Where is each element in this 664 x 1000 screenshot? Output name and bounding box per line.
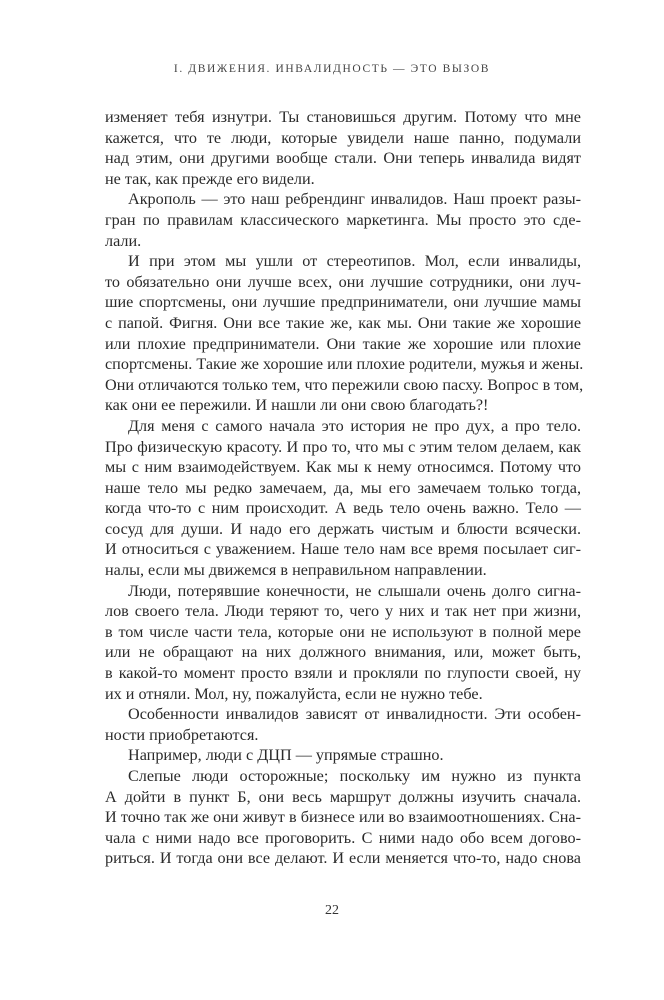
paragraph: [105, 189, 581, 251]
text-line: Особенности инвалидов зависят от инвалидности. Эти особен-: [128, 705, 581, 724]
text-line: кажется, что те люди, которые увидели наше панно, подумали: [105, 128, 581, 147]
text-line: или плохие предприниматели. Они такие же хорошие или плохие: [105, 334, 581, 353]
text-line: Они отличаются только тем, что пережили свою пасху. Вопрос в том,: [105, 375, 584, 394]
text-line: чала с ними надо все проговорить. С ними надо обо всем догово-: [105, 828, 581, 847]
text-line: спортсмены. Такие же хорошие или плохие родители, мужья и жены.: [105, 355, 584, 374]
text-line: Для меня с самого начала это история не про дух, а про тело.: [128, 416, 581, 435]
text-line: И точно так же они живут в бизнесе или во взаимоотношениях. Сна-: [105, 808, 581, 827]
text-line: то обязательно они лучше всех, они лучшие сотрудники, они луч-: [105, 272, 581, 291]
text-line: риться. И тогда они все делают. И если меняется что-то, надо снова: [105, 849, 581, 868]
text-line: лали.: [105, 231, 142, 250]
paragraph: [105, 766, 581, 869]
text-line: шие спортсмены, они лучшие предприниматели, они лучшие мамы: [105, 293, 581, 312]
text-line: И относиться с уважением. Наше тело нам все время посылает сиг-: [105, 540, 581, 559]
text-line: Люди, потерявшие конечности, не слышали очень долго сигна-: [128, 581, 581, 600]
paragraph: [105, 704, 581, 745]
text-line: Слепые люди осторожные; поскольку им нужно из пункта: [128, 767, 581, 785]
text-line: налы, если мы движемся в неправильном направлении.: [105, 561, 487, 580]
text-line: И при этом мы ушли от стереотипов. Мол, если инвалиды,: [128, 252, 581, 271]
paragraph: [105, 251, 584, 416]
text-line: их и отняли. Мол, ну, пожалуйста, если не нужно тебе.: [105, 684, 483, 703]
text-line: в какой-то момент просто взяли и прокляли по глупости своей, ну: [105, 664, 581, 683]
text-line: изменяет тебя изнутри. Ты становишься другим. Потому что мне: [105, 108, 581, 126]
text-line: Акрополь — это наш ребрендинг инвалидов. Наш проект разы-: [128, 190, 581, 209]
text-line: ности приобретаются.: [105, 725, 259, 744]
text-line: Например, люди с ДЦП — упрямые страшно.: [128, 746, 444, 765]
text-line: сосуд для души. И надо его держать чистым и блюсти всячески.: [105, 519, 581, 538]
running-head: I. ДВИЖЕНИЯ. ИНВАЛИДНОСТЬ — ЭТО ВЫЗОВ: [173, 63, 491, 75]
text-line: гран по правилам классического маркетинга. Мы просто это сде-: [105, 210, 581, 229]
paragraph: [105, 581, 581, 705]
text-line: или не обращают на них должного внимания, или, может быть,: [105, 643, 581, 662]
body-text: [105, 107, 584, 869]
text-line: наше тело мы редко замечаем, да, мы его замечаем только тогда,: [105, 478, 581, 497]
paragraph: [105, 416, 581, 581]
text-line: Про физическую красоту. И про то, что мы с этим телом делаем, как: [105, 437, 581, 456]
text-line: когда что-то с ним происходит. А ведь тело очень важно. Тело —: [105, 499, 581, 518]
paragraph: [105, 107, 581, 189]
text-line: мы с ним взаимодействуем. Как мы к нему относимся. Потому что: [105, 458, 581, 477]
text-line: лов своего тела. Люди теряют то, чего у них и так нет при жизни,: [105, 602, 581, 621]
text-line: в том числе части тела, которые они не используют в полной мере: [105, 622, 581, 641]
text-line: как они ее пережили. И нашли ли они свою благодать?!: [105, 396, 489, 415]
text-line: с папой. Фигня. Они все такие же, как мы. Они такие же хорошие: [105, 313, 581, 332]
text-line: не так, как прежде его видели.: [105, 169, 315, 188]
text-line: над этим, они другими вообще стали. Они теперь инвалида видят: [105, 149, 581, 168]
page-number: 22: [325, 903, 339, 918]
paragraph: [105, 745, 581, 766]
text-line: А дойти в пункт Б, они весь маршрут должны изучить сначала.: [105, 787, 581, 806]
